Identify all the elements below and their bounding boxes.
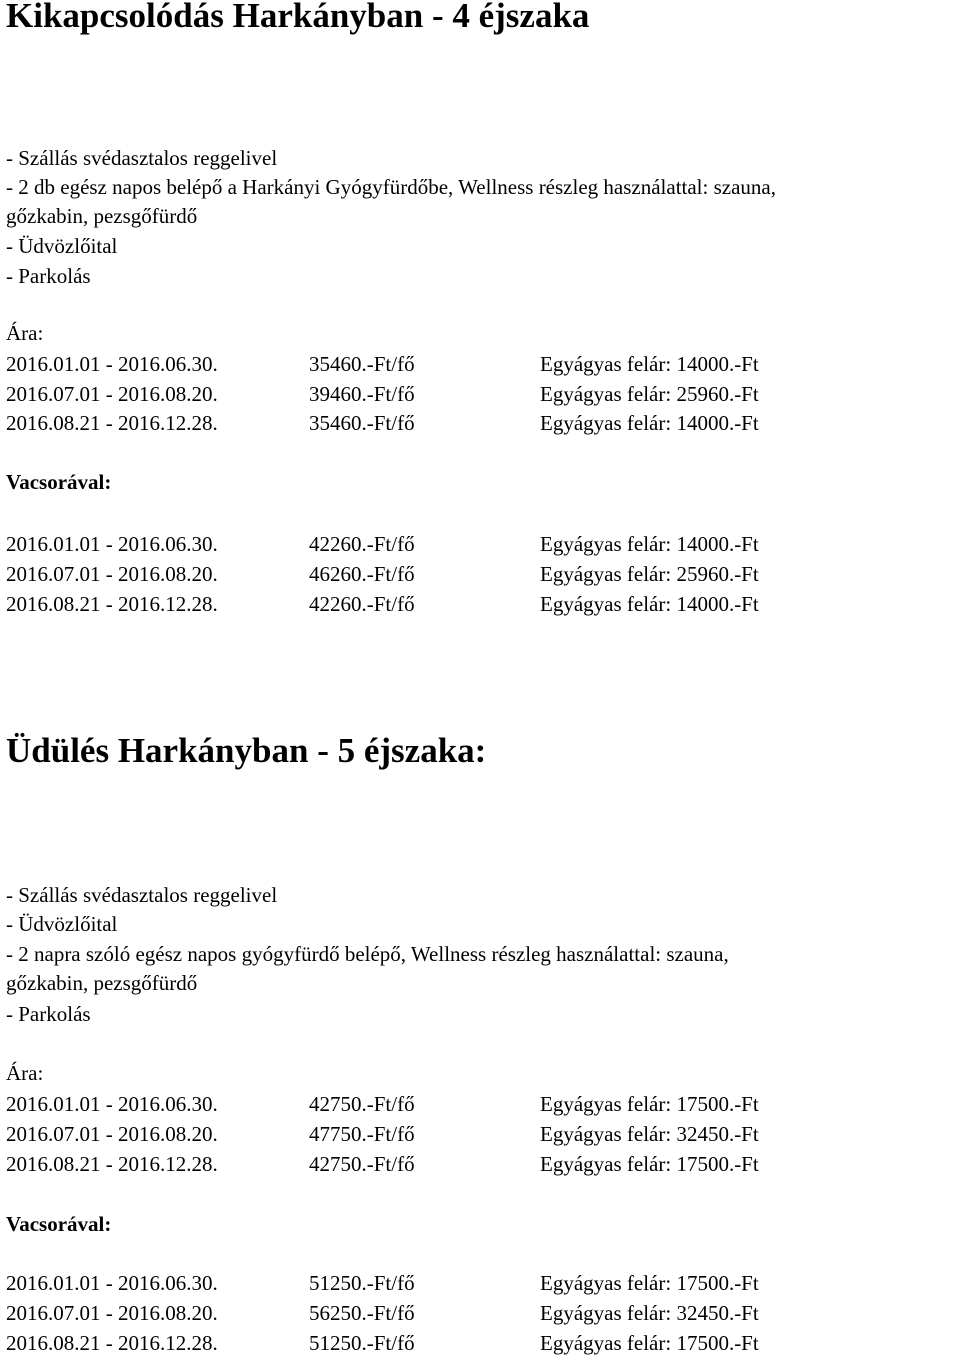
price-per-person: 51250.-Ft/fő [309, 1331, 415, 1355]
section1-title: Kikapcsolódás Harkányban - 4 éjszaka [6, 0, 590, 35]
price-period: 2016.01.01 - 2016.06.30. [6, 1271, 218, 1295]
section2-dinner-label: Vacsorával: [6, 1212, 112, 1236]
single-supplement: Egyágyas felár: 14000.-Ft [540, 592, 759, 616]
single-supplement: Egyágyas felár: 32450.-Ft [540, 1122, 759, 1146]
section1-feature-2: - 2 db egész napos belépő a Harkányi Gyógyfürdőbe, Wellness részleg használattal: szauna, [6, 175, 776, 199]
price-period: 2016.01.01 - 2016.06.30. [6, 352, 218, 376]
price-period: 2016.08.21 - 2016.12.28. [6, 592, 218, 616]
section1-feature-1: - Szállás svédasztalos reggelivel [6, 146, 278, 170]
section1-price-label: Ára: [6, 321, 44, 345]
section1-feature-2-cont: gőzkabin, pezsgőfürdő [6, 204, 198, 228]
single-supplement: Egyágyas felár: 25960.-Ft [540, 562, 759, 586]
price-per-person: 42260.-Ft/fő [309, 532, 415, 556]
single-supplement: Egyágyas felár: 17500.-Ft [540, 1092, 759, 1116]
single-supplement: Egyágyas felár: 17500.-Ft [540, 1271, 759, 1295]
price-per-person: 42260.-Ft/fő [309, 592, 415, 616]
price-per-person: 35460.-Ft/fő [309, 411, 415, 435]
price-period: 2016.07.01 - 2016.08.20. [6, 562, 218, 586]
price-per-person: 35460.-Ft/fő [309, 352, 415, 376]
price-per-person: 42750.-Ft/fő [309, 1152, 415, 1176]
section1-feature-3: - Üdvözlőital [6, 234, 118, 258]
price-per-person: 51250.-Ft/fő [309, 1271, 415, 1295]
single-supplement: Egyágyas felár: 25960.-Ft [540, 382, 759, 406]
section2-feature-3-cont: gőzkabin, pezsgőfürdő [6, 971, 198, 995]
price-per-person: 46260.-Ft/fő [309, 562, 415, 586]
single-supplement: Egyágyas felár: 14000.-Ft [540, 532, 759, 556]
price-per-person: 39460.-Ft/fő [309, 382, 415, 406]
single-supplement: Egyágyas felár: 14000.-Ft [540, 411, 759, 435]
price-period: 2016.07.01 - 2016.08.20. [6, 1122, 218, 1146]
single-supplement: Egyágyas felár: 14000.-Ft [540, 352, 759, 376]
price-per-person: 47750.-Ft/fő [309, 1122, 415, 1146]
single-supplement: Egyágyas felár: 17500.-Ft [540, 1152, 759, 1176]
section1-feature-4: - Parkolás [6, 264, 91, 288]
price-per-person: 42750.-Ft/fő [309, 1092, 415, 1116]
price-period: 2016.08.21 - 2016.12.28. [6, 1331, 218, 1355]
price-period: 2016.07.01 - 2016.08.20. [6, 382, 218, 406]
section2-feature-3: - 2 napra szóló egész napos gyógyfürdő belépő, Wellness részleg használattal: szauna, [6, 942, 729, 966]
price-period: 2016.07.01 - 2016.08.20. [6, 1301, 218, 1325]
single-supplement: Egyágyas felár: 32450.-Ft [540, 1301, 759, 1325]
section2-feature-2: - Üdvözlőital [6, 912, 118, 936]
single-supplement: Egyágyas felár: 17500.-Ft [540, 1331, 759, 1355]
price-period: 2016.08.21 - 2016.12.28. [6, 1152, 218, 1176]
price-period: 2016.08.21 - 2016.12.28. [6, 411, 218, 435]
section2-feature-1: - Szállás svédasztalos reggelivel [6, 883, 278, 907]
section1-dinner-label: Vacsorával: [6, 470, 112, 494]
section2-title: Üdülés Harkányban - 5 éjszaka: [6, 731, 487, 770]
price-period: 2016.01.01 - 2016.06.30. [6, 532, 218, 556]
price-period: 2016.01.01 - 2016.06.30. [6, 1092, 218, 1116]
price-per-person: 56250.-Ft/fő [309, 1301, 415, 1325]
section2-feature-4: - Parkolás [6, 1002, 91, 1026]
section2-price-label: Ára: [6, 1061, 44, 1085]
